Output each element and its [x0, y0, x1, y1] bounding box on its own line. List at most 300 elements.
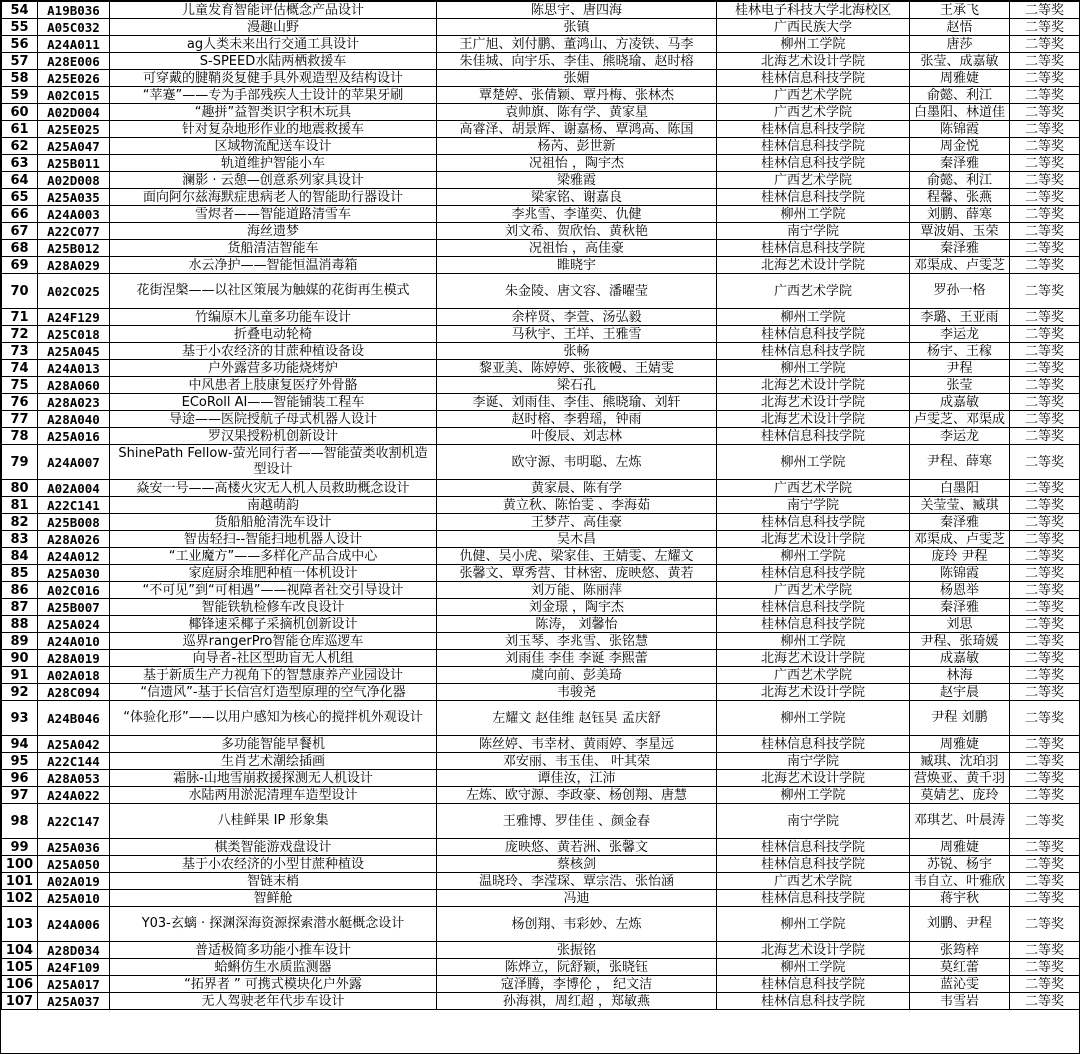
row-number-cell[interactable]: 72 — [2, 326, 38, 343]
entry-code-cell[interactable]: A24A022 — [38, 787, 110, 804]
work-title-cell[interactable]: 澜影 · 云憩—创意系列家具设计 — [110, 172, 437, 189]
school-cell[interactable]: 南宁学院 — [717, 753, 910, 770]
authors-cell[interactable]: 孙海祺，周红超 ，郑敏燕 — [437, 993, 717, 1010]
entry-code-cell[interactable]: A28A060 — [38, 377, 110, 394]
award-cell[interactable]: 二等奖 — [1010, 360, 1080, 377]
school-cell[interactable]: 柳州工学院 — [717, 445, 910, 480]
work-title-cell[interactable]: 折叠电动轮椅 — [110, 326, 437, 343]
authors-cell[interactable]: 刘金璟 ，陶宇杰 — [437, 599, 717, 616]
authors-cell[interactable]: 庞映悠、黄若洲、张馨文 — [437, 839, 717, 856]
row-number-cell[interactable]: 75 — [2, 377, 38, 394]
school-cell[interactable]: 广西艺术学院 — [717, 87, 910, 104]
work-title-cell[interactable]: 霜脉-山地雪崩救援探测无人机设计 — [110, 770, 437, 787]
award-cell[interactable]: 二等奖 — [1010, 599, 1080, 616]
entry-code-cell[interactable]: A02C015 — [38, 87, 110, 104]
award-cell[interactable]: 二等奖 — [1010, 428, 1080, 445]
school-cell[interactable]: 柳州工学院 — [717, 907, 910, 942]
work-title-cell[interactable]: 货船船舱清洗车设计 — [110, 514, 437, 531]
authors-cell[interactable]: 张馨文、覃秀营、甘林密、庞映悠、黄若 — [437, 565, 717, 582]
work-title-cell[interactable]: 基于小农经济的小型甘蔗种植设 — [110, 856, 437, 873]
school-cell[interactable]: 北海艺术设计学院 — [717, 531, 910, 548]
award-cell[interactable]: 二等奖 — [1010, 53, 1080, 70]
entry-code-cell[interactable]: A24A012 — [38, 548, 110, 565]
row-number-cell[interactable]: 55 — [2, 19, 38, 36]
advisors-cell[interactable]: 邓琪艺、叶晨涛 — [910, 804, 1010, 839]
authors-cell[interactable]: 余梓贤、李萱、汤弘毅 — [437, 309, 717, 326]
school-cell[interactable]: 北海艺术设计学院 — [717, 770, 910, 787]
award-cell[interactable]: 二等奖 — [1010, 650, 1080, 667]
advisors-cell[interactable]: 庞玲 尹程 — [910, 548, 1010, 565]
award-cell[interactable]: 二等奖 — [1010, 104, 1080, 121]
work-title-cell[interactable]: 竹编原木儿童多功能车设计 — [110, 309, 437, 326]
authors-cell[interactable]: 黎亚美、陈婷婷、张筱幔、王婧雯 — [437, 360, 717, 377]
authors-cell[interactable]: 仇健、吴小虎、梁家佳、王婧雯、左耀文 — [437, 548, 717, 565]
entry-code-cell[interactable]: A22C144 — [38, 753, 110, 770]
school-cell[interactable]: 桂林信息科技学院 — [717, 343, 910, 360]
school-cell[interactable]: 桂林信息科技学院 — [717, 565, 910, 582]
work-title-cell[interactable]: 面向阿尔兹海默症患病老人的智能助行器设计 — [110, 189, 437, 206]
school-cell[interactable]: 柳州工学院 — [717, 360, 910, 377]
work-title-cell[interactable]: Y03-玄螭 · 探渊深海资源探索潜水艇概念设计 — [110, 907, 437, 942]
row-number-cell[interactable]: 83 — [2, 531, 38, 548]
school-cell[interactable]: 北海艺术设计学院 — [717, 650, 910, 667]
award-cell[interactable]: 二等奖 — [1010, 701, 1080, 736]
work-title-cell[interactable]: 导途——医院授航子母式机器人设计 — [110, 411, 437, 428]
authors-cell[interactable]: 梁雅霞 — [437, 172, 717, 189]
row-number-cell[interactable]: 104 — [2, 942, 38, 959]
work-title-cell[interactable]: 区域物流配送车设计 — [110, 138, 437, 155]
entry-code-cell[interactable]: A24A003 — [38, 206, 110, 223]
row-number-cell[interactable]: 100 — [2, 856, 38, 873]
authors-cell[interactable]: 张媚 — [437, 70, 717, 87]
award-cell[interactable]: 二等奖 — [1010, 172, 1080, 189]
advisors-cell[interactable]: 尹程、薛寒 — [910, 445, 1010, 480]
award-cell[interactable]: 二等奖 — [1010, 36, 1080, 53]
entry-code-cell[interactable]: A28D034 — [38, 942, 110, 959]
award-cell[interactable]: 二等奖 — [1010, 890, 1080, 907]
row-number-cell[interactable]: 98 — [2, 804, 38, 839]
authors-cell[interactable]: 陈丝婷、韦幸材、黄雨婷、李星远 — [437, 736, 717, 753]
authors-cell[interactable]: 陈烨立，阮舒颖，张晓钰 — [437, 959, 717, 976]
work-title-cell[interactable]: “体验化形”——以用户感知为核心的搅拌机外观设计 — [110, 701, 437, 736]
entry-code-cell[interactable]: A25A045 — [38, 343, 110, 360]
row-number-cell[interactable]: 70 — [2, 274, 38, 309]
work-title-cell[interactable]: “苹蹇”——专为手部残疾人士设计的苹果牙刷 — [110, 87, 437, 104]
advisors-cell[interactable]: 尹程、张琦媛 — [910, 633, 1010, 650]
entry-code-cell[interactable]: A05C032 — [38, 19, 110, 36]
authors-cell[interactable]: 袁帅旗、陈有学、黄家星 — [437, 104, 717, 121]
school-cell[interactable]: 桂林信息科技学院 — [717, 70, 910, 87]
work-title-cell[interactable]: “拓界者 ” 可携式模块化户外露 — [110, 976, 437, 993]
authors-cell[interactable]: 梁石孔 — [437, 377, 717, 394]
school-cell[interactable]: 广西民族大学 — [717, 19, 910, 36]
row-number-cell[interactable]: 86 — [2, 582, 38, 599]
award-cell[interactable]: 二等奖 — [1010, 274, 1080, 309]
authors-cell[interactable]: 高睿泽、胡景辉、谢嘉杨、覃鸿高、陈国 — [437, 121, 717, 138]
authors-cell[interactable]: 吴木昌 — [437, 531, 717, 548]
authors-cell[interactable]: 冯迪 — [437, 890, 717, 907]
row-number-cell[interactable]: 67 — [2, 223, 38, 240]
authors-cell[interactable]: 黄家晨、陈有学 — [437, 480, 717, 497]
row-number-cell[interactable]: 54 — [2, 2, 38, 19]
school-cell[interactable]: 广西艺术学院 — [717, 873, 910, 890]
advisors-cell[interactable]: 赵悟 — [910, 19, 1010, 36]
award-cell[interactable]: 二等奖 — [1010, 445, 1080, 480]
entry-code-cell[interactable]: A28E006 — [38, 53, 110, 70]
work-title-cell[interactable]: 海丝遗梦 — [110, 223, 437, 240]
advisors-cell[interactable]: 张莹 — [910, 377, 1010, 394]
advisors-cell[interactable]: 罗孙一格 — [910, 274, 1010, 309]
authors-cell[interactable]: 黄立秋、陈怡雯 、李海茹 — [437, 497, 717, 514]
work-title-cell[interactable]: 水云净护——智能恒温消毒箱 — [110, 257, 437, 274]
row-number-cell[interactable]: 96 — [2, 770, 38, 787]
award-cell[interactable]: 二等奖 — [1010, 684, 1080, 701]
work-title-cell[interactable]: 智鲜舱 — [110, 890, 437, 907]
school-cell[interactable]: 南宁学院 — [717, 804, 910, 839]
advisors-cell[interactable]: 秦泽雅 — [910, 514, 1010, 531]
row-number-cell[interactable]: 59 — [2, 87, 38, 104]
advisors-cell[interactable]: 白墨阳 — [910, 480, 1010, 497]
award-cell[interactable]: 二等奖 — [1010, 959, 1080, 976]
advisors-cell[interactable]: 秦泽雅 — [910, 240, 1010, 257]
award-cell[interactable]: 二等奖 — [1010, 189, 1080, 206]
entry-code-cell[interactable]: A28A023 — [38, 394, 110, 411]
row-number-cell[interactable]: 57 — [2, 53, 38, 70]
entry-code-cell[interactable]: A25B007 — [38, 599, 110, 616]
school-cell[interactable]: 广西艺术学院 — [717, 582, 910, 599]
work-title-cell[interactable]: 户外露营多功能烧烤炉 — [110, 360, 437, 377]
advisors-cell[interactable]: 李璐、王亚雨 — [910, 309, 1010, 326]
work-title-cell[interactable]: 生肖艺术潮绘插画 — [110, 753, 437, 770]
row-number-cell[interactable]: 63 — [2, 155, 38, 172]
award-cell[interactable]: 二等奖 — [1010, 121, 1080, 138]
school-cell[interactable]: 广西艺术学院 — [717, 104, 910, 121]
row-number-cell[interactable]: 88 — [2, 616, 38, 633]
award-cell[interactable]: 二等奖 — [1010, 343, 1080, 360]
row-number-cell[interactable]: 99 — [2, 839, 38, 856]
row-number-cell[interactable]: 84 — [2, 548, 38, 565]
advisors-cell[interactable]: 张筠梓 — [910, 942, 1010, 959]
entry-code-cell[interactable]: A25A050 — [38, 856, 110, 873]
work-title-cell[interactable]: 蛤蝌仿生水质监测器 — [110, 959, 437, 976]
work-title-cell[interactable]: 普适极简多功能小推车设计 — [110, 942, 437, 959]
work-title-cell[interactable]: “不可见”到“可相遇”——视障者社交引导设计 — [110, 582, 437, 599]
row-number-cell[interactable]: 80 — [2, 480, 38, 497]
school-cell[interactable]: 柳州工学院 — [717, 309, 910, 326]
authors-cell[interactable]: 左耀文 赵佳维 赵钰昊 孟庆舒 — [437, 701, 717, 736]
school-cell[interactable]: 广西艺术学院 — [717, 274, 910, 309]
entry-code-cell[interactable]: A02A004 — [38, 480, 110, 497]
award-cell[interactable]: 二等奖 — [1010, 565, 1080, 582]
authors-cell[interactable]: 韦骏尧 — [437, 684, 717, 701]
advisors-cell[interactable]: 秦泽雅 — [910, 155, 1010, 172]
entry-code-cell[interactable]: A25A047 — [38, 138, 110, 155]
authors-cell[interactable]: 叶俊辰、刘志林 — [437, 428, 717, 445]
school-cell[interactable]: 桂林信息科技学院 — [717, 856, 910, 873]
award-cell[interactable]: 二等奖 — [1010, 206, 1080, 223]
school-cell[interactable]: 南宁学院 — [717, 497, 910, 514]
authors-cell[interactable]: 睢晓宇 — [437, 257, 717, 274]
work-title-cell[interactable]: 货船清洁智能车 — [110, 240, 437, 257]
work-title-cell[interactable]: ECoRoll AI——智能铺装工程车 — [110, 394, 437, 411]
advisors-cell[interactable]: 成嘉敏 — [910, 650, 1010, 667]
award-cell[interactable]: 二等奖 — [1010, 19, 1080, 36]
advisors-cell[interactable]: 莫婧艺、庞玲 — [910, 787, 1010, 804]
award-cell[interactable]: 二等奖 — [1010, 787, 1080, 804]
work-title-cell[interactable]: 智链末梢 — [110, 873, 437, 890]
row-number-cell[interactable]: 93 — [2, 701, 38, 736]
entry-code-cell[interactable]: A24A011 — [38, 36, 110, 53]
authors-cell[interactable]: 覃楚婷、张倩颖、覃丹梅、张林杰 — [437, 87, 717, 104]
authors-cell[interactable]: 左炼、欧守源、李政豪、杨创翔、唐慧 — [437, 787, 717, 804]
entry-code-cell[interactable]: A25C018 — [38, 326, 110, 343]
school-cell[interactable]: 柳州工学院 — [717, 959, 910, 976]
authors-cell[interactable]: 张振铭 — [437, 942, 717, 959]
row-number-cell[interactable]: 89 — [2, 633, 38, 650]
advisors-cell[interactable]: 营焕亚、黄千羽 — [910, 770, 1010, 787]
advisors-cell[interactable]: 白墨阳、林道佳 — [910, 104, 1010, 121]
work-title-cell[interactable]: 智能铁轨检修车改良设计 — [110, 599, 437, 616]
authors-cell[interactable]: 刘万能、陈丽萍 — [437, 582, 717, 599]
work-title-cell[interactable]: 无人驾驶老年代步车设计 — [110, 993, 437, 1010]
entry-code-cell[interactable]: A25A036 — [38, 839, 110, 856]
award-cell[interactable]: 二等奖 — [1010, 548, 1080, 565]
entry-code-cell[interactable]: A25A042 — [38, 736, 110, 753]
row-number-cell[interactable]: 74 — [2, 360, 38, 377]
school-cell[interactable]: 北海艺术设计学院 — [717, 684, 910, 701]
entry-code-cell[interactable]: A22C077 — [38, 223, 110, 240]
row-number-cell[interactable]: 82 — [2, 514, 38, 531]
school-cell[interactable]: 桂林信息科技学院 — [717, 993, 910, 1010]
award-cell[interactable]: 二等奖 — [1010, 514, 1080, 531]
school-cell[interactable]: 桂林信息科技学院 — [717, 138, 910, 155]
advisors-cell[interactable]: 苏锐、杨宇 — [910, 856, 1010, 873]
award-cell[interactable]: 二等奖 — [1010, 2, 1080, 19]
entry-code-cell[interactable]: A25B011 — [38, 155, 110, 172]
row-number-cell[interactable]: 60 — [2, 104, 38, 121]
entry-code-cell[interactable]: A02D008 — [38, 172, 110, 189]
entry-code-cell[interactable]: A24A007 — [38, 445, 110, 480]
entry-code-cell[interactable]: A25B012 — [38, 240, 110, 257]
entry-code-cell[interactable]: A28A019 — [38, 650, 110, 667]
work-title-cell[interactable]: 针对复杂地形作业的地震救援车 — [110, 121, 437, 138]
authors-cell[interactable]: 王雅博、罗佳佳 、颜金春 — [437, 804, 717, 839]
row-number-cell[interactable]: 106 — [2, 976, 38, 993]
entry-code-cell[interactable]: A25A035 — [38, 189, 110, 206]
entry-code-cell[interactable]: A25E025 — [38, 121, 110, 138]
row-number-cell[interactable]: 61 — [2, 121, 38, 138]
work-title-cell[interactable]: 花街涅槃——以社区策展为触媒的花街再生模式 — [110, 274, 437, 309]
authors-cell[interactable]: 李诞、刘雨佳、李佳、熊晓瑜、刘轩 — [437, 394, 717, 411]
advisors-cell[interactable]: 韦自立、叶雅欣 — [910, 873, 1010, 890]
school-cell[interactable]: 桂林信息科技学院 — [717, 976, 910, 993]
advisors-cell[interactable]: 关莹莹、臧琪 — [910, 497, 1010, 514]
work-title-cell[interactable]: 雪烬者——智能道路清雪车 — [110, 206, 437, 223]
authors-cell[interactable]: 杨芮、彭世新 — [437, 138, 717, 155]
advisors-cell[interactable]: 成嘉敏 — [910, 394, 1010, 411]
advisors-cell[interactable]: 周雅婕 — [910, 70, 1010, 87]
entry-code-cell[interactable]: A28A029 — [38, 257, 110, 274]
advisors-cell[interactable]: 刘思 — [910, 616, 1010, 633]
work-title-cell[interactable]: 棋类智能游戏盘设计 — [110, 839, 437, 856]
entry-code-cell[interactable]: A24A010 — [38, 633, 110, 650]
award-cell[interactable]: 二等奖 — [1010, 873, 1080, 890]
authors-cell[interactable]: 况祖怡 ，高佳豪 — [437, 240, 717, 257]
award-cell[interactable]: 二等奖 — [1010, 616, 1080, 633]
advisors-cell[interactable]: 周金悦 — [910, 138, 1010, 155]
entry-code-cell[interactable]: A24F129 — [38, 309, 110, 326]
school-cell[interactable]: 北海艺术设计学院 — [717, 257, 910, 274]
authors-cell[interactable]: 欧守源、韦明聪、左炼 — [437, 445, 717, 480]
school-cell[interactable]: 桂林信息科技学院 — [717, 155, 910, 172]
authors-cell[interactable]: 刘玉琴、李兆雪、张铭慧 — [437, 633, 717, 650]
school-cell[interactable]: 北海艺术设计学院 — [717, 411, 910, 428]
award-cell[interactable]: 二等奖 — [1010, 394, 1080, 411]
row-number-cell[interactable]: 69 — [2, 257, 38, 274]
row-number-cell[interactable]: 68 — [2, 240, 38, 257]
advisors-cell[interactable]: 李运龙 — [910, 326, 1010, 343]
school-cell[interactable]: 桂林信息科技学院 — [717, 240, 910, 257]
school-cell[interactable]: 桂林信息科技学院 — [717, 121, 910, 138]
row-number-cell[interactable]: 85 — [2, 565, 38, 582]
work-title-cell[interactable]: 轨道维护智能小车 — [110, 155, 437, 172]
advisors-cell[interactable]: 程馨、张燕 — [910, 189, 1010, 206]
school-cell[interactable]: 北海艺术设计学院 — [717, 377, 910, 394]
school-cell[interactable]: 广西艺术学院 — [717, 172, 910, 189]
row-number-cell[interactable]: 78 — [2, 428, 38, 445]
work-title-cell[interactable]: ShinePath Fellow-萤光同行者——智能萤类收割机造型设计 — [110, 445, 437, 480]
entry-code-cell[interactable]: A25A016 — [38, 428, 110, 445]
authors-cell[interactable]: 谭佳汝，江沛 — [437, 770, 717, 787]
work-title-cell[interactable]: 基于小农经济的甘蔗种植设备设 — [110, 343, 437, 360]
row-number-cell[interactable]: 62 — [2, 138, 38, 155]
authors-cell[interactable]: 王广旭、刘付鹏、董鸿山、方凌铁、马李 — [437, 36, 717, 53]
school-cell[interactable]: 桂林信息科技学院 — [717, 736, 910, 753]
entry-code-cell[interactable]: A28C094 — [38, 684, 110, 701]
authors-cell[interactable]: 杨创翔、韦彩妙、左炼 — [437, 907, 717, 942]
school-cell[interactable]: 桂林信息科技学院 — [717, 839, 910, 856]
entry-code-cell[interactable]: A25E026 — [38, 70, 110, 87]
award-cell[interactable]: 二等奖 — [1010, 907, 1080, 942]
award-cell[interactable]: 二等奖 — [1010, 667, 1080, 684]
work-title-cell[interactable]: 基于新质生产力视角下的智慧康养产业园设计 — [110, 667, 437, 684]
row-number-cell[interactable]: 94 — [2, 736, 38, 753]
advisors-cell[interactable]: 莫红蕾 — [910, 959, 1010, 976]
advisors-cell[interactable]: 刘鹏、尹程 — [910, 907, 1010, 942]
work-title-cell[interactable]: 椰锋速采椰子采摘机创新设计 — [110, 616, 437, 633]
advisors-cell[interactable]: 王承飞 — [910, 2, 1010, 19]
advisors-cell[interactable]: 张莹、成嘉敏 — [910, 53, 1010, 70]
school-cell[interactable]: 北海艺术设计学院 — [717, 942, 910, 959]
award-cell[interactable]: 二等奖 — [1010, 138, 1080, 155]
award-cell[interactable]: 二等奖 — [1010, 770, 1080, 787]
award-cell[interactable]: 二等奖 — [1010, 240, 1080, 257]
advisors-cell[interactable]: 俞懿、利江 — [910, 172, 1010, 189]
advisors-cell[interactable]: 俞懿、利江 — [910, 87, 1010, 104]
advisors-cell[interactable]: 陈锦霞 — [910, 121, 1010, 138]
authors-cell[interactable]: 刘雨佳 李佳 李诞 李熙蕾 — [437, 650, 717, 667]
work-title-cell[interactable]: 家庭厨余堆肥种植一体机设计 — [110, 565, 437, 582]
award-cell[interactable]: 二等奖 — [1010, 804, 1080, 839]
advisors-cell[interactable]: 杨宇、王稼 — [910, 343, 1010, 360]
award-cell[interactable]: 二等奖 — [1010, 411, 1080, 428]
work-title-cell[interactable]: 巡界rangerPro智能仓库巡逻车 — [110, 633, 437, 650]
advisors-cell[interactable]: 李运龙 — [910, 428, 1010, 445]
authors-cell[interactable]: 陈思宇、唐四海 — [437, 2, 717, 19]
authors-cell[interactable]: 刘文希、贺欣怡、黄秋艳 — [437, 223, 717, 240]
school-cell[interactable]: 柳州工学院 — [717, 548, 910, 565]
work-title-cell[interactable]: 智齿轻扫--智能扫地机器人设计 — [110, 531, 437, 548]
award-cell[interactable]: 二等奖 — [1010, 155, 1080, 172]
school-cell[interactable]: 南宁学院 — [717, 223, 910, 240]
authors-cell[interactable]: 况祖怡 ，陶宇杰 — [437, 155, 717, 172]
advisors-cell[interactable]: 覃波娟、玉荣 — [910, 223, 1010, 240]
award-cell[interactable]: 二等奖 — [1010, 976, 1080, 993]
school-cell[interactable]: 柳州工学院 — [717, 36, 910, 53]
entry-code-cell[interactable]: A02D004 — [38, 104, 110, 121]
work-title-cell[interactable]: “工业魔方”——多样化产品合成中心 — [110, 548, 437, 565]
row-number-cell[interactable]: 95 — [2, 753, 38, 770]
school-cell[interactable]: 广西艺术学院 — [717, 480, 910, 497]
award-cell[interactable]: 二等奖 — [1010, 223, 1080, 240]
work-title-cell[interactable]: “趣拼”益智类识字积木玩具 — [110, 104, 437, 121]
entry-code-cell[interactable]: A02C016 — [38, 582, 110, 599]
award-cell[interactable]: 二等奖 — [1010, 531, 1080, 548]
entry-code-cell[interactable]: A25A010 — [38, 890, 110, 907]
school-cell[interactable]: 桂林信息科技学院 — [717, 616, 910, 633]
authors-cell[interactable]: 赵时榕、李碧瑶，钟雨 — [437, 411, 717, 428]
award-cell[interactable]: 二等奖 — [1010, 70, 1080, 87]
work-title-cell[interactable]: 可穿戴的腱鞘炎复健手具外观造型及结构设计 — [110, 70, 437, 87]
advisors-cell[interactable]: 蒋宇秋 — [910, 890, 1010, 907]
school-cell[interactable]: 柳州工学院 — [717, 701, 910, 736]
row-number-cell[interactable]: 105 — [2, 959, 38, 976]
award-cell[interactable]: 二等奖 — [1010, 309, 1080, 326]
school-cell[interactable]: 广西艺术学院 — [717, 667, 910, 684]
award-cell[interactable]: 二等奖 — [1010, 736, 1080, 753]
row-number-cell[interactable]: 77 — [2, 411, 38, 428]
entry-code-cell[interactable]: A02A019 — [38, 873, 110, 890]
entry-code-cell[interactable]: A24F109 — [38, 959, 110, 976]
entry-code-cell[interactable]: A02C025 — [38, 274, 110, 309]
entry-code-cell[interactable]: A25A024 — [38, 616, 110, 633]
school-cell[interactable]: 北海艺术设计学院 — [717, 53, 910, 70]
work-title-cell[interactable]: ag人类未来出行交通工具设计 — [110, 36, 437, 53]
advisors-cell[interactable]: 刘鹏、薛寒 — [910, 206, 1010, 223]
entry-code-cell[interactable]: A02A018 — [38, 667, 110, 684]
advisors-cell[interactable]: 邓渠成、卢雯芝 — [910, 531, 1010, 548]
advisors-cell[interactable]: 林海 — [910, 667, 1010, 684]
authors-cell[interactable]: 朱佳城、向宇乐、李佳、熊晓瑜、赵时榕 — [437, 53, 717, 70]
entry-code-cell[interactable]: A28A026 — [38, 531, 110, 548]
row-number-cell[interactable]: 81 — [2, 497, 38, 514]
work-title-cell[interactable]: 焱安一号——高楼火灾无人机人员救助概念设计 — [110, 480, 437, 497]
entry-code-cell[interactable]: A28A040 — [38, 411, 110, 428]
entry-code-cell[interactable]: A25A037 — [38, 993, 110, 1010]
work-title-cell[interactable]: “信遗风”-基于长信宫灯造型原理的空气净化器 — [110, 684, 437, 701]
entry-code-cell[interactable]: A22C141 — [38, 497, 110, 514]
school-cell[interactable]: 桂林信息科技学院 — [717, 189, 910, 206]
work-title-cell[interactable]: 水陆两用淤泥清理车造型设计 — [110, 787, 437, 804]
entry-code-cell[interactable]: A24A006 — [38, 907, 110, 942]
authors-cell[interactable]: 朱金陵、唐文容、潘曜莹 — [437, 274, 717, 309]
authors-cell[interactable]: 张畅 — [437, 343, 717, 360]
advisors-cell[interactable]: 陈锦霞 — [910, 565, 1010, 582]
award-cell[interactable]: 二等奖 — [1010, 480, 1080, 497]
work-title-cell[interactable]: 多功能智能早餐机 — [110, 736, 437, 753]
row-number-cell[interactable]: 90 — [2, 650, 38, 667]
school-cell[interactable]: 柳州工学院 — [717, 787, 910, 804]
